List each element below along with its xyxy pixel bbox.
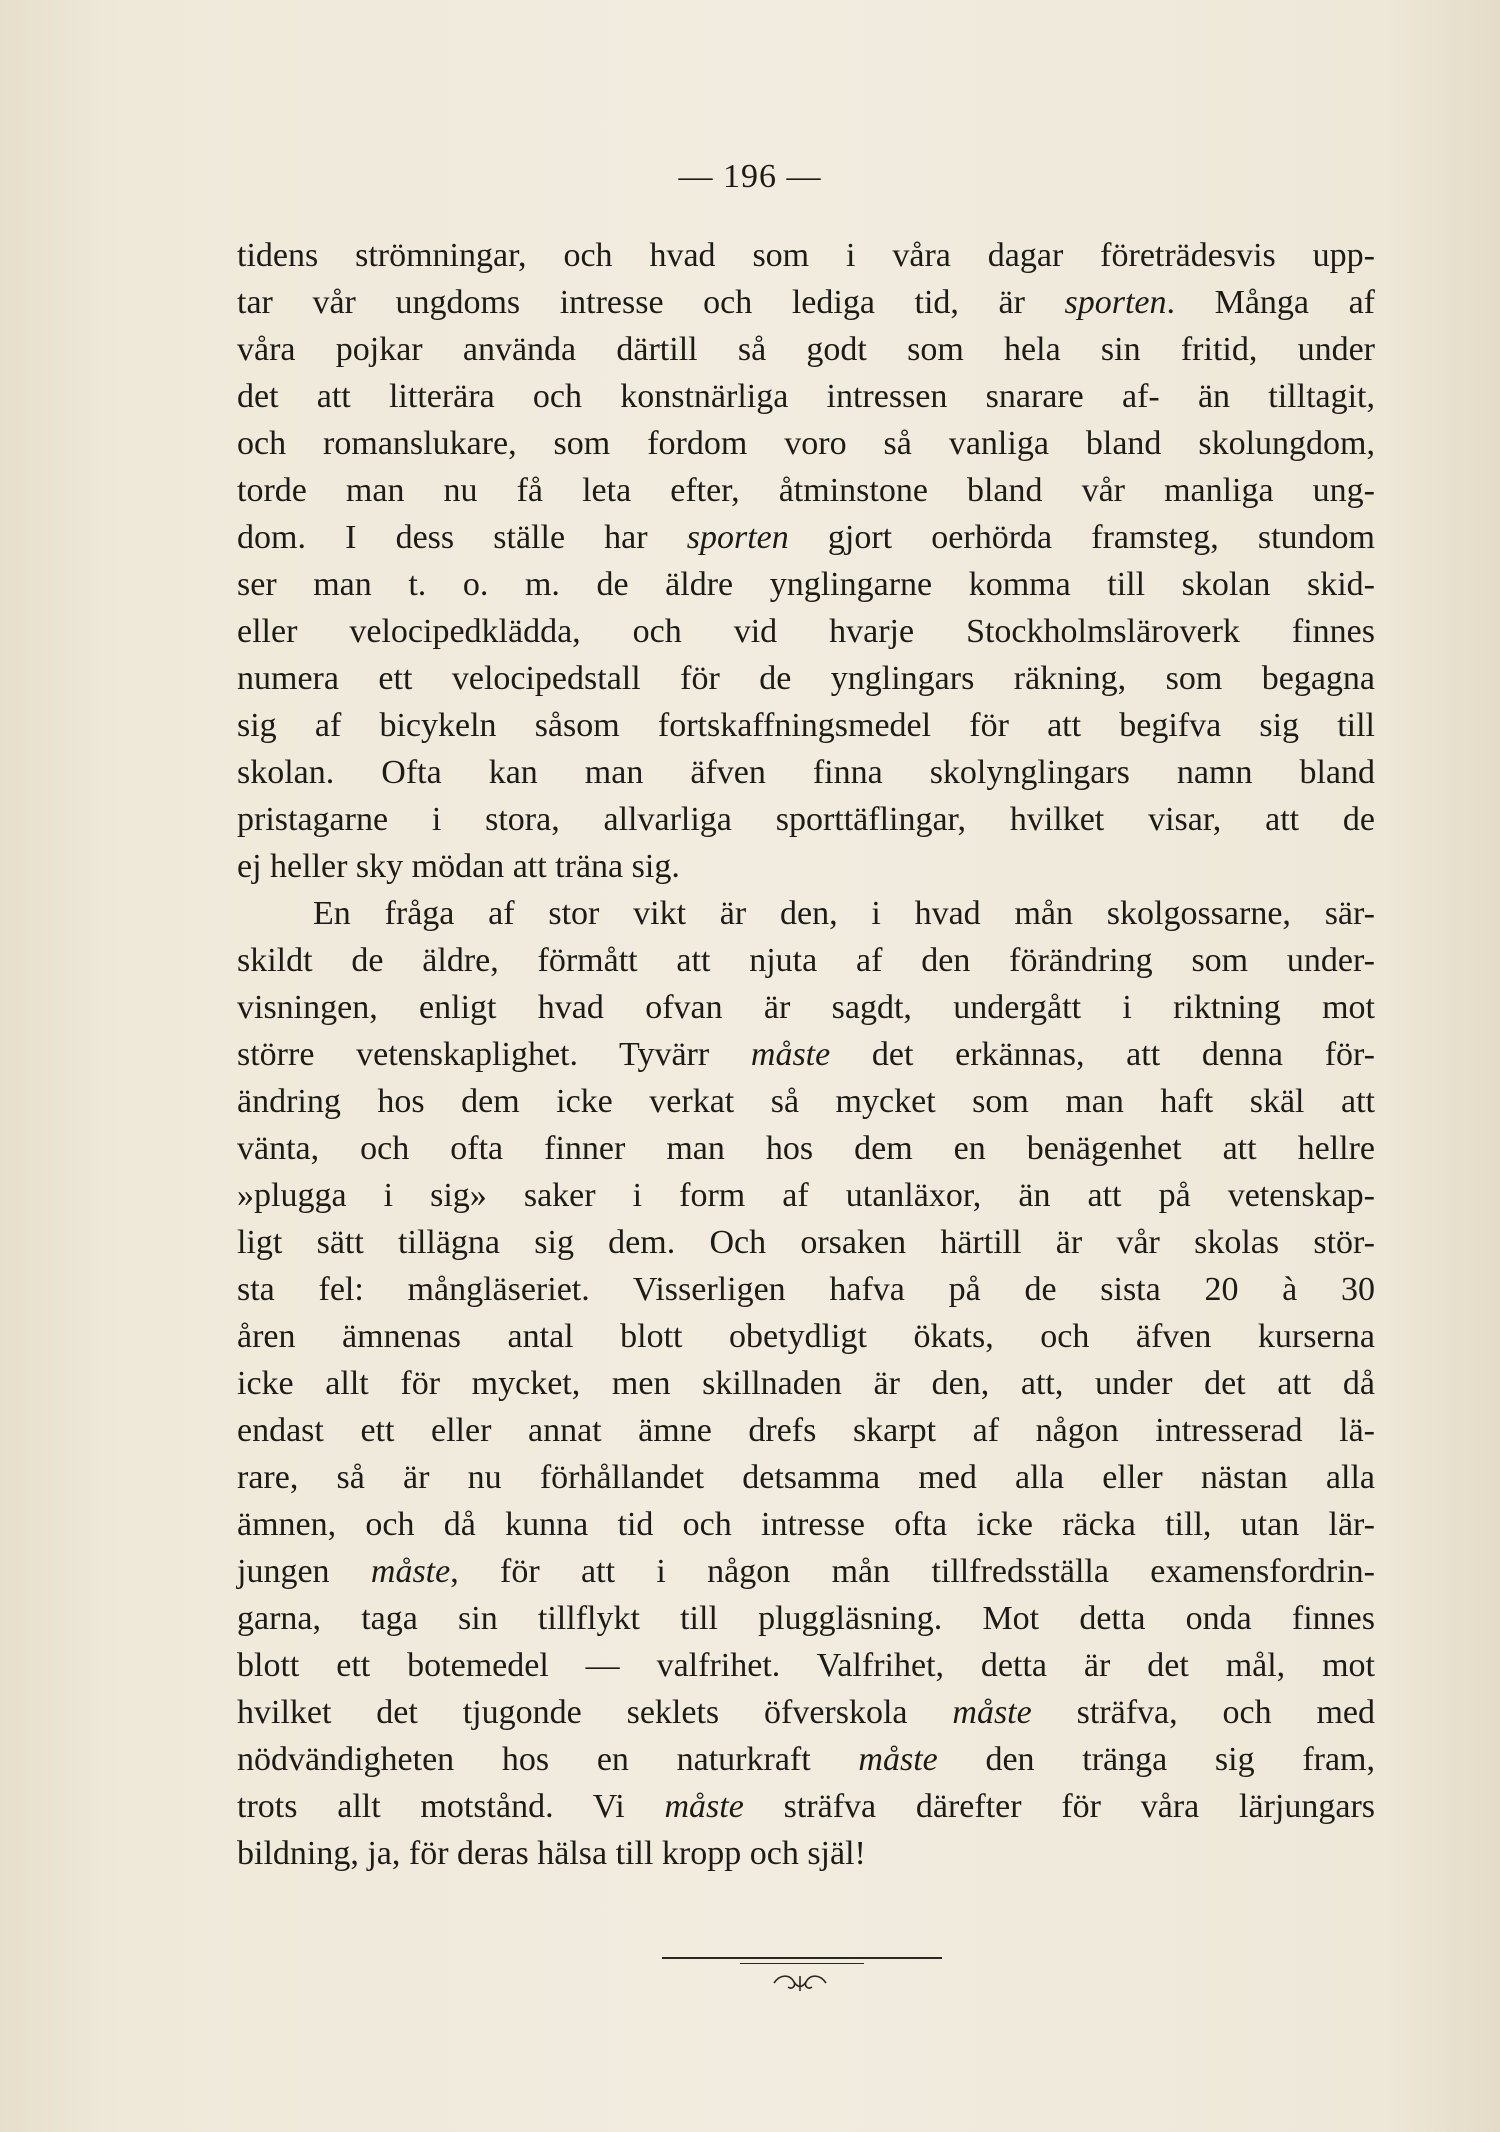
text-line: numera ett velocipedstall för de ynglingars räkning, som begagna: [237, 660, 1375, 697]
text-line: ändring hos dem icke verkat så mycket som man haft skäl att: [237, 1083, 1375, 1120]
text-line: En fråga af stor vikt är den, i hvad mån skolgossarne, sär-: [313, 895, 1375, 932]
end-rule: [662, 1957, 942, 1959]
fleuron-ornament-icon: [770, 1972, 830, 1994]
text-line: våra pojkar använda därtill så godt som hela sin fritid, under: [237, 331, 1375, 368]
page-number: — 196 —: [678, 158, 822, 195]
text-line: skildt de äldre, förmått att njuta af den förändring som under-: [237, 942, 1375, 979]
text-line: det att litterära och konstnärliga intressen snarare af- än tilltagit,: [237, 378, 1375, 415]
text-line: större vetenskaplighet. Tyvärr måste det erkännas, att denna för-: [237, 1036, 1375, 1073]
text-line: sta fel: mångläseriet. Visserligen hafva på de sista 20 à 30: [237, 1271, 1375, 1308]
text-line: tidens strömningar, och hvad som i våra dagar företrädesvis upp-: [237, 237, 1375, 274]
italic-word: sporten: [686, 519, 789, 556]
text-line: eller velocipedklädda, och vid hvarje Stockholmsläroverk finnes: [237, 613, 1375, 650]
paragraph-2: [237, 890, 1375, 1877]
text-line: ligt sätt tillägna sig dem. Och orsaken härtill är vår skolas stör-: [237, 1224, 1375, 1261]
italic-word: måste: [858, 1741, 938, 1778]
text-line: sig af bicykeln såsom fortskaffningsmedel för att begifva sig till: [237, 707, 1375, 744]
end-rule-short: [740, 1963, 864, 1964]
text-line: och romanslukare, som fordom voro så vanliga bland skolungdom,: [237, 425, 1375, 462]
italic-word: måste: [664, 1788, 744, 1825]
text-line: ämnen, och då kunna tid och intresse ofta icke räcka till, utan lär-: [237, 1506, 1375, 1543]
italic-word: måste: [750, 1036, 831, 1073]
text-line: pristagarne i stora, allvarliga sporttäflingar, hvilket visar, att de: [237, 801, 1375, 838]
text-line: jungen måste, för att i någon mån tillfredsställa examensfordrin-: [237, 1553, 1375, 1590]
text-line: dom. I dess ställe har sporten gjort oerhörda framsteg, stundom: [237, 519, 1375, 556]
text-line: visningen, enligt hvad ofvan är sagdt, undergått i riktning mot: [237, 989, 1375, 1026]
text-line: ej heller sky mödan att träna sig.: [237, 848, 680, 885]
paragraph-1: [237, 232, 1375, 890]
text-line: torde man nu få leta efter, åtminstone bland vår manliga ung-: [237, 472, 1375, 509]
text-line: bildning, ja, för deras hälsa till kropp och själ!: [237, 1835, 866, 1872]
italic-word: sporten: [1064, 284, 1167, 321]
text-line: ser man t. o. m. de äldre ynglingarne komma till skolan skid-: [237, 566, 1375, 603]
text-line: blott ett botemedel — valfrihet. Valfrihet, detta är det mål, mot: [237, 1647, 1375, 1684]
text-line: åren ämnenas antal blott obetydligt ökats, och äfven kurserna: [237, 1318, 1375, 1355]
text-line: skolan. Ofta kan man äfven finna skolynglingars namn bland: [237, 754, 1375, 791]
text-line: garna, taga sin tillflykt till pluggläsning. Mot detta onda finnes: [237, 1600, 1375, 1637]
body-text: [237, 232, 1375, 1877]
text-line: rare, så är nu förhållandet detsamma med alla eller nästan alla: [237, 1459, 1375, 1496]
text-line: tar vår ungdoms intresse och lediga tid, är sporten. Många af: [237, 284, 1376, 321]
text-line: vänta, och ofta finner man hos dem en benägenhet att hellre: [237, 1130, 1375, 1167]
text-line: nödvändigheten hos en naturkraft måste den tränga sig fram,: [237, 1741, 1376, 1778]
italic-word: måste: [952, 1694, 1032, 1731]
italic-word: måste: [370, 1553, 451, 1590]
text-line: icke allt för mycket, men skillnaden är den, att, under det att då: [237, 1365, 1375, 1402]
text-line: »plugga i sig» saker i form af utanläxor, än att på vetenskap-: [237, 1177, 1375, 1214]
text-line: endast ett eller annat ämne drefs skarpt af någon intresserad lä-: [237, 1412, 1375, 1449]
text-line: trots allt motstånd. Vi måste sträfva därefter för våra lärjungars: [237, 1788, 1375, 1825]
text-line: hvilket det tjugonde seklets öfverskola måste sträfva, och med: [237, 1694, 1375, 1731]
